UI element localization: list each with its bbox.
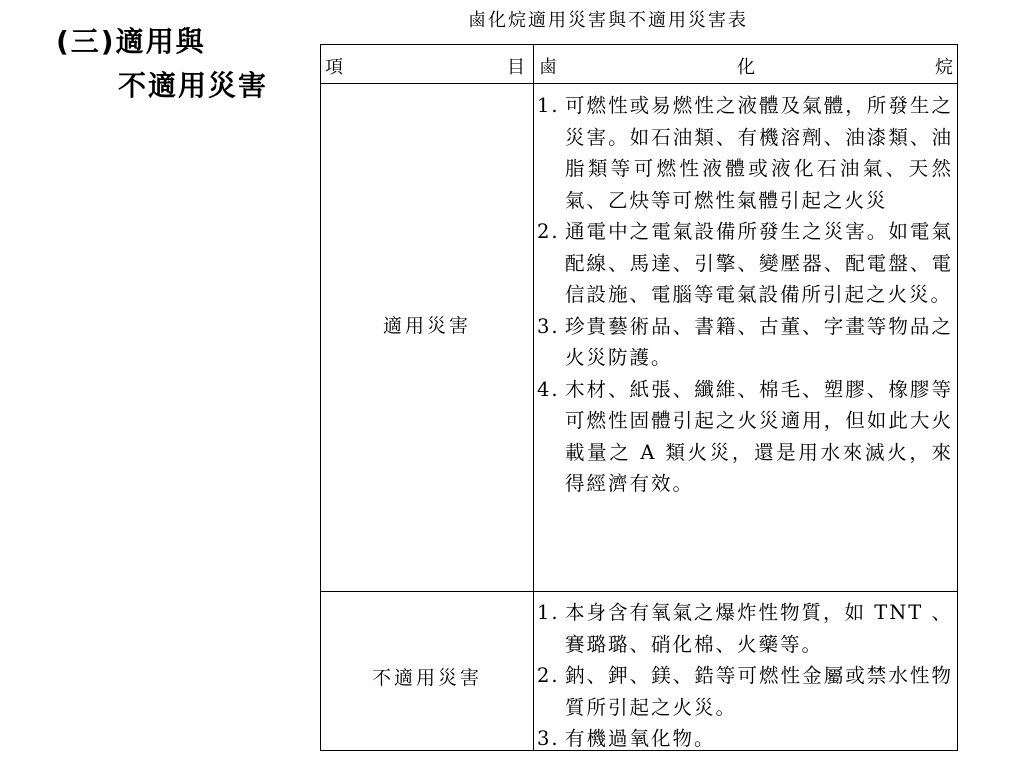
section-heading xyxy=(56,20,268,108)
row-label-not-applicable: 不適用災害 xyxy=(371,667,482,689)
header-halon-char-2: 化 xyxy=(737,57,755,78)
header-item-char-1: 項 xyxy=(325,57,343,78)
item-text: 可燃性或易燃性之液體及氣體，所發生之災害。如石油類、有機溶劑、油漆類、油脂類等可燃性液體或液化石油氣、天然氣、乙炔等可燃性氣體引起之火災 xyxy=(565,94,953,212)
item-text: 通電中之電氣設備所發生之災害。如電氣配線、馬達、引擎、變壓器、配電盤、電信設施、電腦等電氣設備所引起之火災。 xyxy=(565,220,953,306)
item-text: 有機過氧化物。 xyxy=(565,727,716,750)
list-item xyxy=(537,723,953,755)
list-item xyxy=(537,597,953,660)
list-item xyxy=(537,311,953,374)
item-number: 1. xyxy=(537,601,560,624)
item-text: 鈉、鉀、鎂、鋯等可燃性金屬或禁水性物質所引起之火災。 xyxy=(565,664,953,719)
header-halon-char-3: 烷 xyxy=(935,57,953,78)
row-divider xyxy=(321,591,957,592)
not-applicable-list xyxy=(537,597,953,755)
item-number: 3. xyxy=(537,727,560,750)
item-number: 2. xyxy=(537,664,560,687)
header-divider xyxy=(321,83,957,84)
list-item xyxy=(537,374,953,500)
item-number: 2. xyxy=(537,220,560,243)
applicable-list xyxy=(537,90,953,500)
list-item xyxy=(537,216,953,311)
item-text: 本身含有氧氣之爆炸性物質，如 TNT 、賽璐璐、硝化棉、火藥等。 xyxy=(565,601,953,656)
list-item xyxy=(537,90,953,216)
header-halon-column xyxy=(539,53,953,79)
item-number: 1. xyxy=(537,94,560,117)
halon-disaster-table xyxy=(320,44,958,751)
item-text: 珍貴藝術品、書籍、古董、字畫等物品之火災防護。 xyxy=(565,314,953,369)
item-number: 4. xyxy=(537,377,560,401)
list-item xyxy=(537,660,953,723)
section-heading-line2: 不適用災害 xyxy=(118,69,269,102)
table-caption: 鹵化烷適用災害與不適用災害表 xyxy=(468,10,748,31)
header-halon-char-1: 鹵 xyxy=(539,57,557,78)
item-text: 木材、紙張、纖維、棉毛、塑膠、橡膠等可燃性固體引起之火災適用，但如此大火載量之 A 類火災，還是用水來滅火，來得經濟有效。 xyxy=(565,377,953,495)
header-item-column xyxy=(325,53,525,79)
section-heading-line1: (三)適用與 xyxy=(56,25,206,58)
row-label-applicable: 適用災害 xyxy=(382,315,471,337)
header-item-char-2: 目 xyxy=(507,57,525,78)
column-divider xyxy=(533,45,534,750)
item-number: 3. xyxy=(537,314,560,338)
